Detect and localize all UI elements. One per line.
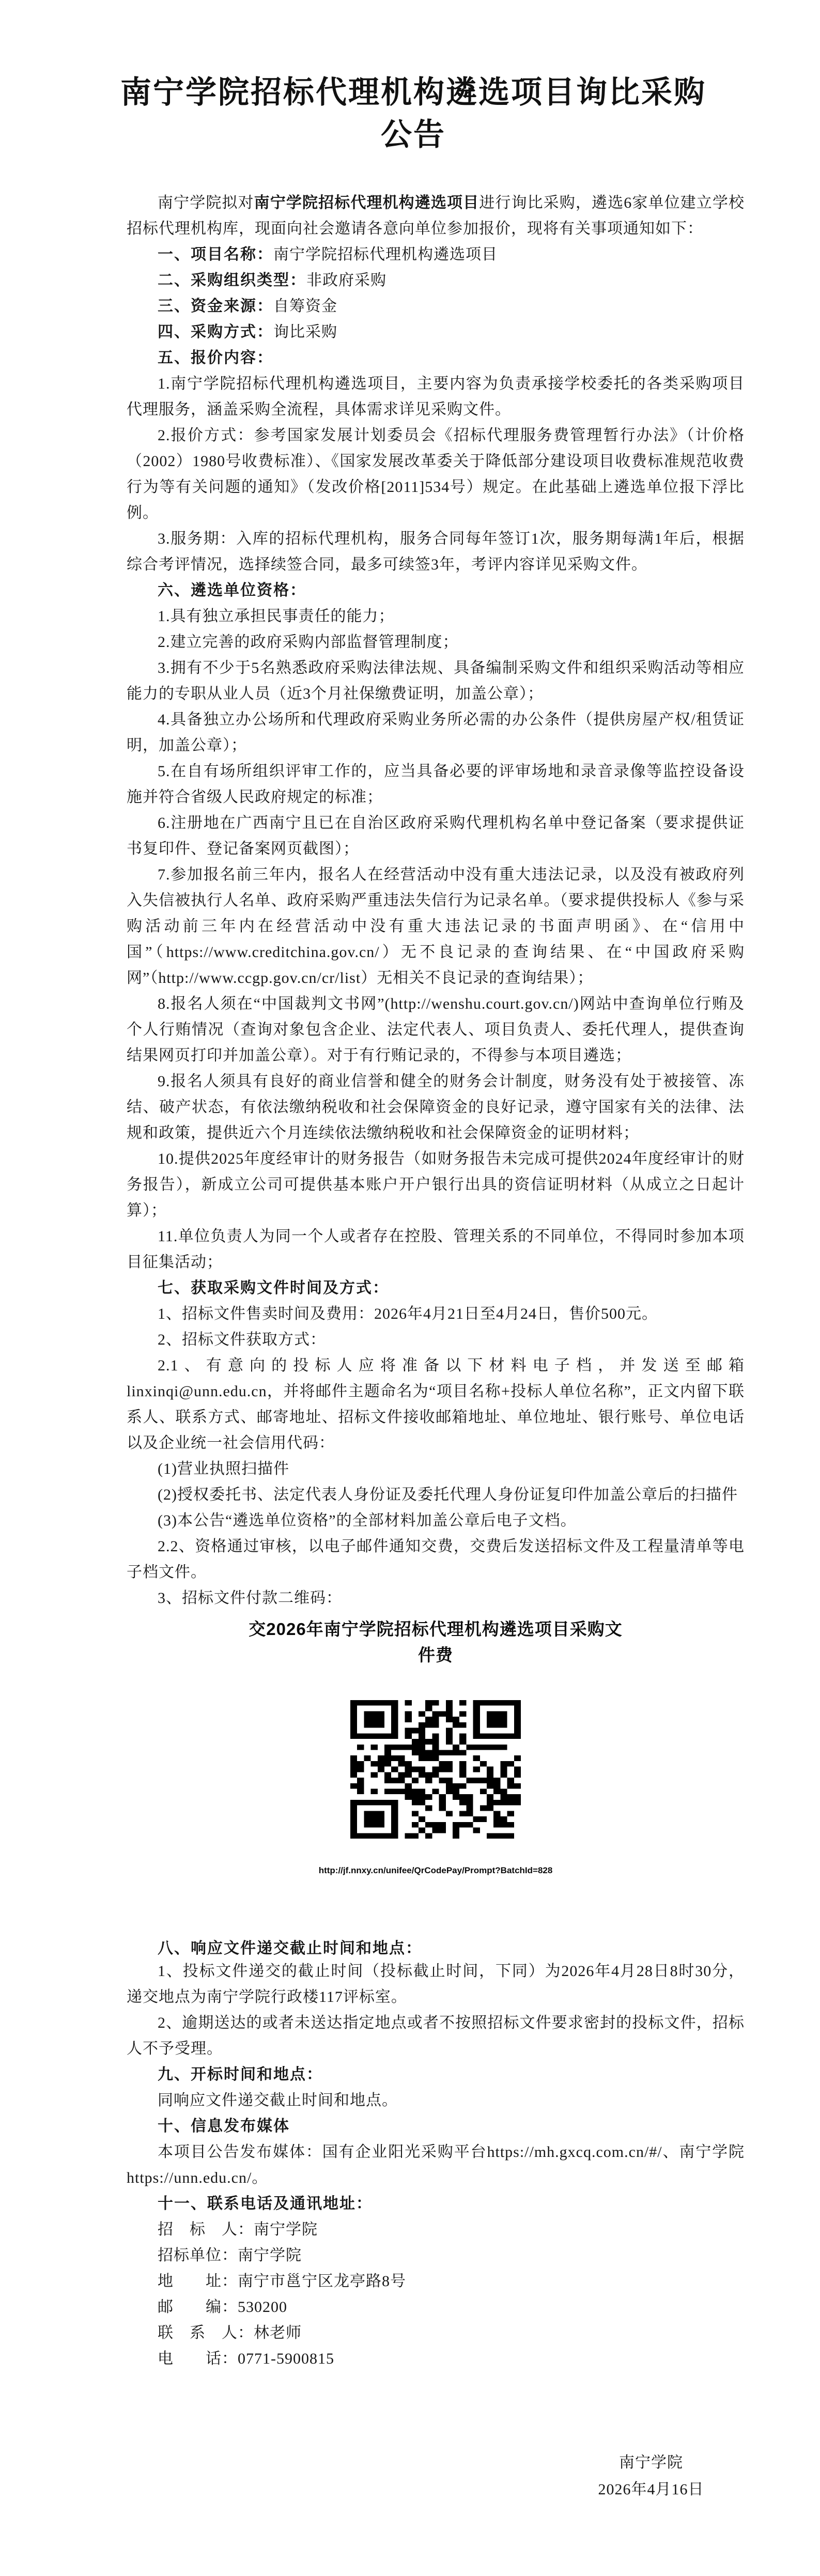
contact-value: 南宁学院 [238, 2247, 302, 2264]
paragraph: 9.报名人须具有良好的商业信誉和健全的财务会计制度，财务没有处于被接管、冻结、破产状态，有依法缴纳税收和社会保障资金的良好记录，遵守国家有关的法律、法规和政策，提供近六个月连续依法缴纳税收和社会保障资金的证明材料； [127, 1073, 745, 1142]
contact-row [127, 2346, 745, 2372]
section-heading: 七、获取采购文件时间及方式： [158, 1279, 389, 1297]
paragraph: 1、招标文件售卖时间及费用：2026年4月21日至4月24日，售价500元。 [158, 1305, 658, 1322]
section-title-label: 三、资金来源： [158, 298, 273, 315]
sections-1-to-7 [127, 242, 745, 1611]
section-heading: 九、开标时间和地点： [158, 2066, 323, 2083]
qr-code-image [350, 1700, 521, 1839]
section-title-value: 询比采购 [273, 323, 337, 341]
intro-paragraph [127, 190, 745, 242]
paragraph: (2)授权委托书、法定代表人身份证及委托代理人身份证复印件加盖公章后的扫描件 [158, 1486, 738, 1503]
contact-label: 招标单位： [158, 2247, 238, 2264]
section-title-line [127, 242, 745, 268]
section-title-line [127, 294, 745, 319]
contact-row [127, 2320, 745, 2346]
signature-block [558, 2449, 744, 2503]
intro-project-name: 南宁学院招标代理机构遴选项目 [254, 194, 479, 211]
contact-label: 地 址： [158, 2273, 238, 2290]
contact-value: 南宁学院 [254, 2221, 318, 2238]
contact-label: 电 话： [158, 2350, 238, 2367]
paragraph: (1)营业执照扫描件 [158, 1460, 289, 1477]
paragraph: 2.报价方式：参考国家发展计划委员会《招标代理服务费管理暂行办法》（计价格（2002）1980号收费标准）、《国家发展改革委关于降低部分建设项目收费标准规范收费行为等有关问题的通知》（发改价格[2011]534号）规定。在此基础上遴选单位报下浮比例。 [127, 427, 745, 521]
paragraph: 6.注册地在广西南宁且已在自治区政府采购代理机构名单中登记备案（要求提供证书复印件、登记备案网页截图）； [127, 814, 745, 857]
contact-label: 招 标 人： [158, 2221, 254, 2238]
signature-org: 南宁学院 [619, 2454, 683, 2471]
intro-prefix: 南宁学院拟对 [158, 194, 254, 211]
paragraph: 4.具备独立办公场所和代理政府采购业务所必需的办公条件（提供房屋产权/租赁证明，加盖公章）； [127, 711, 745, 754]
section-title-line [127, 268, 745, 294]
paragraph: 5.在自有场所组织评审工作的，应当具备必要的评审场地和录音录像等监控设备设施并符合省级人民政府规定的标准； [127, 763, 745, 806]
paragraph: 本项目公告发布媒体：国有企业阳光采购平台https://mh.gxcq.com.cn/#/、南宁学院https://unn.edu.cn/。 [127, 2143, 745, 2186]
sections-8-to-11 [127, 1939, 745, 2217]
paragraph: 2.建立完善的政府采购内部监督管理制度； [158, 634, 459, 651]
paragraph: 2、逾期送达的或者未送达指定地点或者不按照招标文件要求密封的投标文件，招标人不予受理。 [127, 2014, 745, 2057]
doc-body-main [127, 190, 745, 1611]
contact-value: 南宁市邕宁区龙亭路8号 [238, 2273, 406, 2290]
paragraph: 2.2、资格通过审核，以电子邮件通知交费，交费后发送招标文件及工程量清单等电子档文件。 [127, 1538, 745, 1581]
section-title-value: 非政府采购 [306, 272, 386, 289]
contact-row [127, 2217, 745, 2243]
contact-label: 联 系 人： [158, 2324, 254, 2341]
paragraph: 7.参加报名前三年内，报名人在经营活动中没有重大违法记录，以及没有被政府列入失信被执行人名单、政府采购严重违法失信行为记录名单。（要求提供投标人《参与采购活动前三年内在经营活动中没有重大违法记录的书面声明函》、在“信用中国”（https://www.creditchina.gov.cn/）无不良记录的查询结果、在“中国政府采购网”（http://www.ccgp.gov.cn/cr/list）无相关不良记录的查询结果）； [127, 866, 745, 986]
section-title-line [127, 319, 745, 345]
paragraph: 3、招标文件付款二维码： [158, 1590, 342, 1607]
contact-block [127, 2217, 745, 2372]
paragraph: 2、招标文件获取方式： [158, 1331, 326, 1348]
section-heading: 八、响应文件递交截止时间和地点： [158, 1940, 422, 1957]
paragraph: 1.具有独立承担民事责任的能力； [158, 608, 395, 625]
qr-payment-section [127, 1616, 745, 1878]
section-title-label: 二、采购组织类型： [158, 272, 306, 289]
contact-label: 邮 编： [158, 2299, 238, 2316]
paragraph: 10.提供2025年度经审计的财务报告（如财务报告未完成可提供2024年度经审计的财务报告），新成立公司可提供基本账户开户银行出具的资信证明材料（从成立之日起计算）； [127, 1150, 745, 1219]
contact-value: 0771-5900815 [238, 2350, 334, 2367]
paragraph: 1、投标文件递交的截止时间（投标截止时间，下同）为2026年4月28日8时30分，递交地点为南宁学院行政楼117评标室。 [127, 1963, 745, 2006]
section-title-value: 南宁学院招标代理机构遴选项目 [273, 246, 498, 263]
contact-row [127, 2294, 745, 2320]
section-heading: 十一、联系电话及通讯地址： [158, 2195, 373, 2212]
paragraph: 11.单位负责人为同一个人或者存在控股、管理关系的不同单位，不得同时参加本项目征集活动； [127, 1228, 745, 1271]
section-title-label: 一、项目名称： [158, 246, 273, 263]
paragraph: (3)本公告“遴选单位资格”的全部材料加盖公章后电子文档。 [158, 1512, 577, 1529]
paragraph: 8.报名人须在“中国裁判文书网”(http://wenshu.court.gov.cn/)网站中查询单位行贿及个人行贿情况（查询对象包含企业、法定代表人、项目负责人、委托代理人，提供查询结果网页打印并加盖公章）。对于有行贿记录的，不得参与本项目遴选； [127, 995, 745, 1064]
paragraph: 同响应文件递交截止时间和地点。 [158, 2092, 398, 2109]
qr-payment-url: http://jf.nnxy.cn/unifee/QrCodePay/Prompt?BatchId=828 [318, 1865, 553, 1875]
paragraph: 3.拥有不少于5名熟悉政府采购法律法规、具备编制采购文件和组织采购活动等相应能力的专职从业人员（近3个月社保缴费证明，加盖公章）； [127, 659, 745, 702]
section-title-label: 四、采购方式： [158, 323, 273, 341]
section-heading: 六、遴选单位资格： [158, 582, 306, 599]
paragraph: 3.服务期：入库的招标代理机构，服务合同每年签订1次，服务期每满1年后，根据综合考评情况，选择续签合同，最多可续签3年，考评内容详见采购文件。 [127, 530, 745, 573]
signature-date: 2026年4月16日 [598, 2481, 704, 2498]
contact-row [127, 2269, 745, 2294]
section-heading: 五、报价内容： [158, 349, 273, 366]
contact-value: 530200 [238, 2299, 287, 2316]
doc-title-line2: 公告 [381, 118, 446, 152]
contact-row [127, 2243, 745, 2269]
doc-title [78, 71, 749, 156]
section-title-value: 自筹资金 [273, 298, 337, 315]
contact-value: 林老师 [254, 2324, 302, 2341]
qr-payment-heading: 交2026年南宁学院招标代理机构遴选项目采购文件费 [249, 1619, 623, 1664]
section-heading: 十、信息发布媒体 [158, 2118, 290, 2135]
intro-suffix: 进行询比采购，遴选6家单位建立学校招标代理机构库，现面向社会邀请各意向单位参加报价，现将有关事项通知如下： [127, 194, 745, 237]
paragraph: 2.1、有意向的投标人应将准备以下材料电子档，并发送至邮箱linxinqi@unn.edu.cn，并将邮件主题命名为“项目名称+投标人单位名称”，正文内留下联系人、联系方式、邮寄地址、招标文件接收邮箱地址、单位地址、银行账号、单位电话以及企业统一社会信用代码： [127, 1357, 745, 1452]
paragraph: 1.南宁学院招标代理机构遴选项目，主要内容为负责承接学校委托的各类采购项目代理服务，涵盖采购全流程，具体需求详见采购文件。 [127, 375, 745, 418]
doc-title-line1: 南宁学院招标代理机构遴选项目询比采购 [120, 75, 706, 110]
doc-body-lower [127, 1939, 745, 2372]
